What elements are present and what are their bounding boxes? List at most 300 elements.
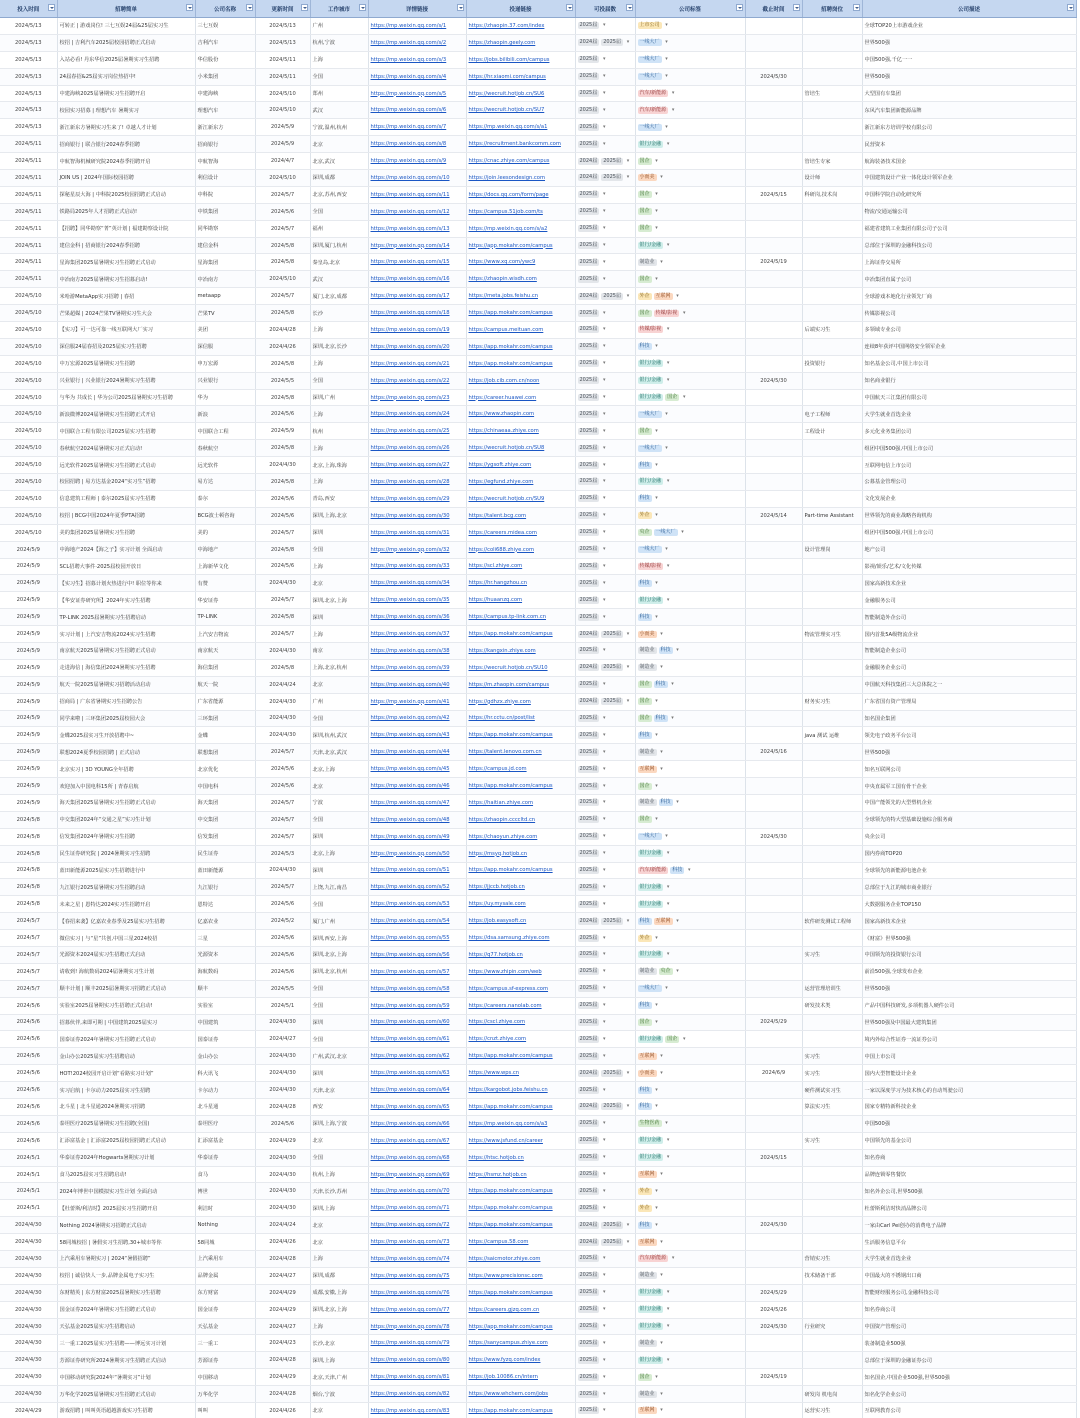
cell-apply-link[interactable]: https://job.cib.com.cn/noon [466,372,575,389]
chevron-down-icon[interactable]: ▾ [682,1035,686,1042]
chevron-down-icon[interactable]: ▾ [602,1171,606,1177]
chevron-down-icon[interactable]: ▾ [602,596,606,603]
cell-apply-link[interactable]: https://cnzt.zhiye.com [466,1031,575,1048]
cell-apply-link[interactable]: https://career.huawei.com [466,389,575,406]
chevron-down-icon[interactable]: ▾ [602,1272,606,1279]
cell-apply-link[interactable]: https://mp.weixin.qq.com/s/a2 [466,220,575,237]
cell-apply-link[interactable]: https://saicmotor.zhiye.com [466,1251,575,1268]
cell-detail-link[interactable]: https://mp.weixin.qq.com/s/50 [368,845,466,862]
chevron-down-icon[interactable]: ▾ [602,326,606,333]
chevron-down-icon[interactable]: ▾ [655,191,658,198]
cell-apply-link[interactable]: https://join.leesondesign.com [466,170,575,187]
cell-eligible-year[interactable] [575,305,635,322]
cell-detail-link[interactable]: https://mp.weixin.qq.com/s/62 [368,1048,466,1065]
chevron-down-icon[interactable]: ▾ [666,1356,670,1363]
cell-company-tags[interactable] [635,1217,745,1234]
cell-detail-link[interactable]: https://mp.weixin.qq.com/s/69 [368,1166,466,1183]
cell-detail-link[interactable]: https://mp.weixin.qq.com/s/64 [368,1082,466,1099]
cell-company-tags[interactable] [635,507,745,524]
cell-company-tags[interactable] [635,170,745,187]
filter-dropdown-icon[interactable] [186,4,193,11]
cell-company-tags[interactable] [635,524,745,541]
chevron-down-icon[interactable]: ▾ [602,1255,606,1262]
cell-eligible-year[interactable] [575,845,635,862]
chevron-down-icon[interactable]: ▾ [602,1002,606,1009]
column-header-company[interactable] [195,0,255,18]
chevron-down-icon[interactable]: ▾ [602,208,606,215]
chevron-down-icon[interactable]: ▾ [666,1306,670,1313]
cell-eligible-year[interactable] [575,1099,635,1116]
cell-company-tags[interactable] [635,1132,745,1149]
cell-apply-link[interactable]: https://www.whchem.com/jobs [466,1386,575,1403]
cell-detail-link[interactable]: https://mp.weixin.qq.com/s/22 [368,372,466,389]
chevron-down-icon[interactable]: ▾ [655,1002,658,1009]
cell-eligible-year[interactable] [575,710,635,727]
chevron-down-icon[interactable]: ▾ [602,765,606,772]
chevron-down-icon[interactable]: ▾ [602,748,606,755]
cell-eligible-year[interactable] [575,186,635,203]
cell-company-tags[interactable] [635,896,745,913]
cell-detail-link[interactable]: https://mp.weixin.qq.com/s/76 [368,1284,466,1301]
cell-company-tags[interactable] [635,1149,745,1166]
cell-apply-link[interactable]: https://job.10086.cn/intern [466,1369,575,1386]
cell-apply-link[interactable]: https://app.mokahr.com/campus [466,1217,575,1234]
chevron-down-icon[interactable]: ▾ [626,39,630,46]
chevron-down-icon[interactable]: ▾ [660,1052,663,1059]
cell-detail-link[interactable]: https://mp.weixin.qq.com/s/56 [368,946,466,963]
cell-apply-link[interactable]: https://app.mokahr.com/campus [466,305,575,322]
cell-apply-link[interactable]: https://careers.midea.com [466,524,575,541]
chevron-down-icon[interactable]: ▾ [602,106,606,113]
cell-company-tags[interactable] [635,1082,745,1099]
chevron-down-icon[interactable]: ▾ [602,799,606,806]
filter-dropdown-icon[interactable] [246,4,253,11]
chevron-down-icon[interactable]: ▾ [676,292,679,299]
cell-eligible-year[interactable] [575,862,635,879]
cell-eligible-year[interactable] [575,963,635,980]
cell-apply-link[interactable]: https://campus.sf-express.com [466,980,575,997]
cell-eligible-year[interactable] [575,592,635,609]
cell-company-tags[interactable] [635,389,745,406]
cell-detail-link[interactable]: https://mp.weixin.qq.com/s/35 [368,592,466,609]
chevron-down-icon[interactable]: ▾ [602,1086,606,1093]
cell-apply-link[interactable]: https://campus.58.com [466,1234,575,1251]
cell-company-tags[interactable] [635,930,745,947]
chevron-down-icon[interactable]: ▾ [602,866,606,873]
chevron-down-icon[interactable]: ▾ [602,377,606,384]
cell-company-tags[interactable] [635,913,745,930]
filter-dropdown-icon[interactable] [736,4,743,11]
chevron-down-icon[interactable]: ▾ [666,1323,670,1330]
cell-company-tags[interactable] [635,1183,745,1200]
cell-detail-link[interactable]: https://mp.weixin.qq.com/s/58 [368,980,466,997]
cell-detail-link[interactable]: https://mp.weixin.qq.com/s/67 [368,1132,466,1149]
cell-eligible-year[interactable] [575,727,635,744]
cell-apply-link[interactable]: https://hsmz.hotjob.cn [466,1166,575,1183]
cell-eligible-year[interactable] [575,1031,635,1048]
cell-detail-link[interactable]: https://mp.weixin.qq.com/s/34 [368,575,466,592]
cell-company-tags[interactable] [635,305,745,322]
cell-company-tags[interactable] [635,626,745,643]
cell-eligible-year[interactable] [575,85,635,102]
chevron-down-icon[interactable]: ▾ [602,478,606,485]
chevron-down-icon[interactable]: ▾ [602,900,606,907]
cell-company-tags[interactable] [635,18,745,35]
chevron-down-icon[interactable]: ▾ [626,917,630,924]
chevron-down-icon[interactable]: ▾ [660,1171,663,1177]
cell-detail-link[interactable]: https://mp.weixin.qq.com/s/41 [368,693,466,710]
chevron-down-icon[interactable]: ▾ [602,546,606,553]
chevron-down-icon[interactable]: ▾ [655,225,658,232]
cell-apply-link[interactable]: https://app.mokahr.com/campus [466,1048,575,1065]
cell-eligible-year[interactable] [575,794,635,811]
cell-eligible-year[interactable] [575,1234,635,1251]
chevron-down-icon[interactable]: ▾ [602,56,606,63]
cell-apply-link[interactable]: https://sanycampus.zhiye.com [466,1335,575,1352]
chevron-down-icon[interactable]: ▾ [682,309,686,316]
cell-company-tags[interactable] [635,778,745,795]
chevron-down-icon[interactable]: ▾ [655,1187,658,1194]
cell-company-tags[interactable] [635,1403,745,1418]
chevron-down-icon[interactable]: ▾ [602,343,606,350]
chevron-down-icon[interactable]: ▾ [602,1356,606,1363]
chevron-down-icon[interactable]: ▾ [602,1373,606,1380]
column-header-apply-link[interactable] [466,0,575,18]
chevron-down-icon[interactable]: ▾ [676,968,679,975]
cell-apply-link[interactable]: https://app.mokahr.com/campus [466,1318,575,1335]
cell-detail-link[interactable]: https://mp.weixin.qq.com/s/18 [368,305,466,322]
chevron-down-icon[interactable]: ▾ [602,258,606,265]
chevron-down-icon[interactable]: ▾ [602,1306,606,1313]
cell-eligible-year[interactable] [575,355,635,372]
cell-eligible-year[interactable] [575,457,635,474]
chevron-down-icon[interactable]: ▾ [602,1390,606,1397]
cell-detail-link[interactable]: https://mp.weixin.qq.com/s/26 [368,440,466,457]
cell-apply-link[interactable]: https://jobs.bilibili.com/campus [466,51,575,68]
chevron-down-icon[interactable]: ▾ [660,1069,663,1076]
chevron-down-icon[interactable]: ▾ [665,546,668,553]
cell-detail-link[interactable]: https://mp.weixin.qq.com/s/66 [368,1115,466,1132]
chevron-down-icon[interactable]: ▾ [655,934,658,941]
cell-detail-link[interactable]: https://mp.weixin.qq.com/s/27 [368,457,466,474]
cell-detail-link[interactable]: https://mp.weixin.qq.com/s/2 [368,34,466,51]
chevron-down-icon[interactable]: ▾ [602,394,606,401]
cell-apply-link[interactable]: https://hr.xiaomi.com/campus [466,68,575,85]
cell-detail-link[interactable]: https://mp.weixin.qq.com/s/1 [368,18,466,35]
cell-company-tags[interactable] [635,1200,745,1217]
cell-company-tags[interactable] [635,102,745,119]
cell-detail-link[interactable]: https://mp.weixin.qq.com/s/48 [368,811,466,828]
chevron-down-icon[interactable]: ▾ [626,698,630,705]
chevron-down-icon[interactable]: ▾ [602,1339,606,1346]
chevron-down-icon[interactable]: ▾ [660,630,663,637]
chevron-down-icon[interactable]: ▾ [671,106,675,113]
cell-company-tags[interactable] [635,558,745,575]
cell-eligible-year[interactable] [575,1301,635,1318]
chevron-down-icon[interactable]: ▾ [602,1289,606,1296]
chevron-down-icon[interactable]: ▾ [665,56,668,63]
cell-apply-link[interactable]: https://wecruit.hotjob.cn/SU10 [466,659,575,676]
cell-eligible-year[interactable] [575,1267,635,1284]
cell-company-tags[interactable] [635,254,745,271]
chevron-down-icon[interactable]: ▾ [660,258,663,265]
chevron-down-icon[interactable]: ▾ [602,225,606,232]
cell-company-tags[interactable] [635,1115,745,1132]
cell-detail-link[interactable]: https://mp.weixin.qq.com/s/30 [368,507,466,524]
chevron-down-icon[interactable]: ▾ [626,1069,630,1076]
cell-company-tags[interactable] [635,997,745,1014]
column-header-title[interactable] [57,0,195,18]
chevron-down-icon[interactable]: ▾ [655,461,658,468]
cell-company-tags[interactable] [635,1335,745,1352]
cell-apply-link[interactable]: https://zhaopin.geely.com [466,34,575,51]
cell-detail-link[interactable]: https://mp.weixin.qq.com/s/57 [368,963,466,980]
chevron-down-icon[interactable]: ▾ [602,782,606,789]
cell-company-tags[interactable] [635,1284,745,1301]
chevron-down-icon[interactable]: ▾ [602,191,606,198]
chevron-down-icon[interactable]: ▾ [626,1238,630,1245]
cell-apply-link[interactable]: https://campus.51job.com/ts [466,203,575,220]
cell-apply-link[interactable]: https://kargobot.jobs.feishu.cn [466,1082,575,1099]
cell-apply-link[interactable]: https://careers.gjzq.com.cn [466,1301,575,1318]
chevron-down-icon[interactable]: ▾ [682,394,686,401]
chevron-down-icon[interactable]: ▾ [602,714,606,721]
cell-detail-link[interactable]: https://mp.weixin.qq.com/s/49 [368,828,466,845]
chevron-down-icon[interactable]: ▾ [655,1103,658,1110]
cell-company-tags[interactable] [635,153,745,170]
column-header-company-tags[interactable] [635,0,745,18]
cell-detail-link[interactable]: https://mp.weixin.qq.com/s/4 [368,68,466,85]
cell-company-tags[interactable] [635,406,745,423]
cell-company-tags[interactable] [635,220,745,237]
cell-eligible-year[interactable] [575,1318,635,1335]
cell-company-tags[interactable] [635,119,745,136]
chevron-down-icon[interactable]: ▾ [602,410,606,417]
cell-detail-link[interactable]: https://mp.weixin.qq.com/s/21 [368,355,466,372]
cell-company-tags[interactable] [635,440,745,457]
cell-apply-link[interactable]: https://msyq.hotjob.cn [466,845,575,862]
cell-eligible-year[interactable] [575,541,635,558]
cell-company-tags[interactable] [635,1251,745,1268]
cell-eligible-year[interactable] [575,474,635,491]
cell-apply-link[interactable]: https://jjccb.hotjob.cn [466,879,575,896]
cell-eligible-year[interactable] [575,440,635,457]
cell-eligible-year[interactable] [575,744,635,761]
cell-eligible-year[interactable] [575,811,635,828]
chevron-down-icon[interactable]: ▾ [602,461,606,468]
chevron-down-icon[interactable]: ▾ [602,883,606,890]
cell-eligible-year[interactable] [575,659,635,676]
cell-eligible-year[interactable] [575,507,635,524]
chevron-down-icon[interactable]: ▾ [602,529,606,536]
chevron-down-icon[interactable]: ▾ [602,1052,606,1059]
cell-detail-link[interactable]: https://mp.weixin.qq.com/s/83 [368,1403,466,1418]
cell-apply-link[interactable]: https://app.mokahr.com/campus [466,778,575,795]
chevron-down-icon[interactable]: ▾ [671,90,675,96]
cell-company-tags[interactable] [635,727,745,744]
cell-eligible-year[interactable] [575,254,635,271]
chevron-down-icon[interactable]: ▾ [666,360,670,367]
cell-eligible-year[interactable] [575,1132,635,1149]
cell-company-tags[interactable] [635,963,745,980]
cell-apply-link[interactable]: https://huaanzq.com [466,592,575,609]
cell-apply-link[interactable]: https://chaoyun.zhiye.com [466,828,575,845]
cell-detail-link[interactable]: https://mp.weixin.qq.com/s/75 [368,1267,466,1284]
cell-apply-link[interactable]: https://app.mokahr.com/campus [466,1183,575,1200]
cell-apply-link[interactable]: https://recruitment.bankcomm.com [466,136,575,153]
cell-detail-link[interactable]: https://mp.weixin.qq.com/s/68 [368,1149,466,1166]
cell-company-tags[interactable] [635,85,745,102]
cell-apply-link[interactable]: https://zhaopin.wisdh.com [466,271,575,288]
cell-apply-link[interactable]: https://www.zhaopin.com [466,406,575,423]
chevron-down-icon[interactable]: ▾ [602,1137,606,1144]
cell-detail-link[interactable]: https://mp.weixin.qq.com/s/28 [368,474,466,491]
chevron-down-icon[interactable]: ▾ [602,495,606,502]
cell-eligible-year[interactable] [575,338,635,355]
cell-apply-link[interactable]: https://coli688.zhiye.com [466,541,575,558]
cell-detail-link[interactable]: https://mp.weixin.qq.com/s/5 [368,85,466,102]
chevron-down-icon[interactable]: ▾ [671,714,674,721]
cell-eligible-year[interactable] [575,524,635,541]
cell-apply-link[interactable]: https://zhaopin.ccccltd.cn [466,811,575,828]
cell-company-tags[interactable] [635,744,745,761]
cell-apply-link[interactable]: https://app.mokahr.com/campus [466,1403,575,1418]
cell-detail-link[interactable]: https://mp.weixin.qq.com/s/16 [368,271,466,288]
chevron-down-icon[interactable]: ▾ [602,833,606,840]
cell-eligible-year[interactable] [575,1369,635,1386]
chevron-down-icon[interactable]: ▾ [660,1390,663,1397]
cell-eligible-year[interactable] [575,930,635,947]
chevron-down-icon[interactable]: ▾ [602,1323,606,1330]
cell-detail-link[interactable]: https://mp.weixin.qq.com/s/20 [368,338,466,355]
cell-apply-link[interactable]: https://app.mokahr.com/campus [466,862,575,879]
cell-apply-link[interactable]: https://campus.meituan.com [466,322,575,339]
cell-detail-link[interactable]: https://mp.weixin.qq.com/s/53 [368,896,466,913]
cell-eligible-year[interactable] [575,136,635,153]
filter-dropdown-icon[interactable] [626,4,633,11]
cell-apply-link[interactable]: https://app.mokahr.com/campus [466,1200,575,1217]
chevron-down-icon[interactable]: ▾ [666,900,670,907]
chevron-down-icon[interactable]: ▾ [602,275,606,282]
cell-eligible-year[interactable] [575,153,635,170]
chevron-down-icon[interactable]: ▾ [665,833,668,840]
cell-company-tags[interactable] [635,1065,745,1082]
cell-detail-link[interactable]: https://mp.weixin.qq.com/s/19 [368,322,466,339]
cell-eligible-year[interactable] [575,271,635,288]
cell-detail-link[interactable]: https://mp.weixin.qq.com/s/47 [368,794,466,811]
chevron-down-icon[interactable]: ▾ [666,326,670,333]
cell-company-tags[interactable] [635,51,745,68]
chevron-down-icon[interactable]: ▾ [602,309,606,316]
cell-eligible-year[interactable] [575,642,635,659]
cell-detail-link[interactable]: https://mp.weixin.qq.com/s/13 [368,220,466,237]
cell-apply-link[interactable]: https://campus.jd.com [466,761,575,778]
chevron-down-icon[interactable]: ▾ [602,934,606,941]
cell-apply-link[interactable]: https://talent.lenovo.com.cn [466,744,575,761]
chevron-down-icon[interactable]: ▾ [602,123,606,130]
cell-apply-link[interactable]: https://wecruit.hotjob.cn/SU7 [466,102,575,119]
cell-company-tags[interactable] [635,642,745,659]
chevron-down-icon[interactable]: ▾ [665,73,668,80]
cell-company-tags[interactable] [635,457,745,474]
cell-eligible-year[interactable] [575,980,635,997]
cell-eligible-year[interactable] [575,1352,635,1369]
filter-dropdown-icon[interactable] [1067,4,1074,11]
cell-eligible-year[interactable] [575,609,635,626]
filter-dropdown-icon[interactable] [301,4,308,11]
cell-company-tags[interactable] [635,1301,745,1318]
cell-eligible-year[interactable] [575,1284,635,1301]
cell-company-tags[interactable] [635,355,745,372]
cell-eligible-year[interactable] [575,913,635,930]
cell-apply-link[interactable]: https://campus.tp-link.com.cn [466,609,575,626]
cell-company-tags[interactable] [635,811,745,828]
chevron-down-icon[interactable]: ▾ [671,681,674,688]
cell-apply-link[interactable]: https://job.easysoft.cn [466,913,575,930]
chevron-down-icon[interactable]: ▾ [655,816,658,823]
cell-company-tags[interactable] [635,845,745,862]
chevron-down-icon[interactable]: ▾ [655,275,658,282]
cell-detail-link[interactable]: https://mp.weixin.qq.com/s/54 [368,913,466,930]
filter-dropdown-icon[interactable] [457,4,464,11]
cell-eligible-year[interactable] [575,406,635,423]
cell-apply-link[interactable]: https://hr.hangzhou.cn [466,575,575,592]
cell-detail-link[interactable]: https://mp.weixin.qq.com/s/29 [368,490,466,507]
cell-detail-link[interactable]: https://mp.weixin.qq.com/s/55 [368,930,466,947]
filter-dropdown-icon[interactable] [48,4,55,11]
cell-company-tags[interactable] [635,1386,745,1403]
column-header-eligible-year[interactable] [575,0,635,18]
cell-detail-link[interactable]: https://mp.weixin.qq.com/s/81 [368,1369,466,1386]
chevron-down-icon[interactable]: ▾ [666,562,670,569]
chevron-down-icon[interactable]: ▾ [666,850,670,857]
chevron-down-icon[interactable]: ▾ [666,1289,670,1296]
cell-company-tags[interactable] [635,1048,745,1065]
chevron-down-icon[interactable]: ▾ [666,883,670,890]
chevron-down-icon[interactable]: ▾ [655,1086,658,1093]
chevron-down-icon[interactable]: ▾ [602,562,606,569]
cell-eligible-year[interactable] [575,170,635,187]
cell-detail-link[interactable]: https://mp.weixin.qq.com/s/12 [368,203,466,220]
chevron-down-icon[interactable]: ▾ [655,157,658,164]
chevron-down-icon[interactable]: ▾ [655,613,658,620]
cell-apply-link[interactable]: https://uy.mysale.com [466,896,575,913]
cell-eligible-year[interactable] [575,676,635,693]
chevron-down-icon[interactable]: ▾ [602,731,606,738]
chevron-down-icon[interactable]: ▾ [666,596,670,603]
cell-detail-link[interactable]: https://mp.weixin.qq.com/s/74 [368,1251,466,1268]
chevron-down-icon[interactable]: ▾ [602,1187,606,1194]
cell-eligible-year[interactable] [575,1183,635,1200]
chevron-down-icon[interactable]: ▾ [666,242,670,249]
chevron-down-icon[interactable]: ▾ [665,410,668,417]
cell-company-tags[interactable] [635,1267,745,1284]
chevron-down-icon[interactable]: ▾ [602,444,606,451]
cell-detail-link[interactable]: https://mp.weixin.qq.com/s/79 [368,1335,466,1352]
cell-detail-link[interactable]: https://mp.weixin.qq.com/s/82 [368,1386,466,1403]
column-header-deadline[interactable] [745,0,802,18]
cell-company-tags[interactable] [635,693,745,710]
chevron-down-icon[interactable]: ▾ [602,140,606,147]
cell-eligible-year[interactable] [575,1386,635,1403]
cell-apply-link[interactable]: https://careers.nanolab.com [466,997,575,1014]
cell-apply-link[interactable]: https://app.mokahr.com/campus [466,727,575,744]
cell-detail-link[interactable]: https://mp.weixin.qq.com/s/70 [368,1183,466,1200]
chevron-down-icon[interactable]: ▾ [602,427,606,434]
chevron-down-icon[interactable]: ▾ [660,1238,663,1245]
chevron-down-icon[interactable]: ▾ [655,1373,658,1380]
cell-apply-link[interactable]: https://meta.jobs.feishu.cn [466,288,575,305]
